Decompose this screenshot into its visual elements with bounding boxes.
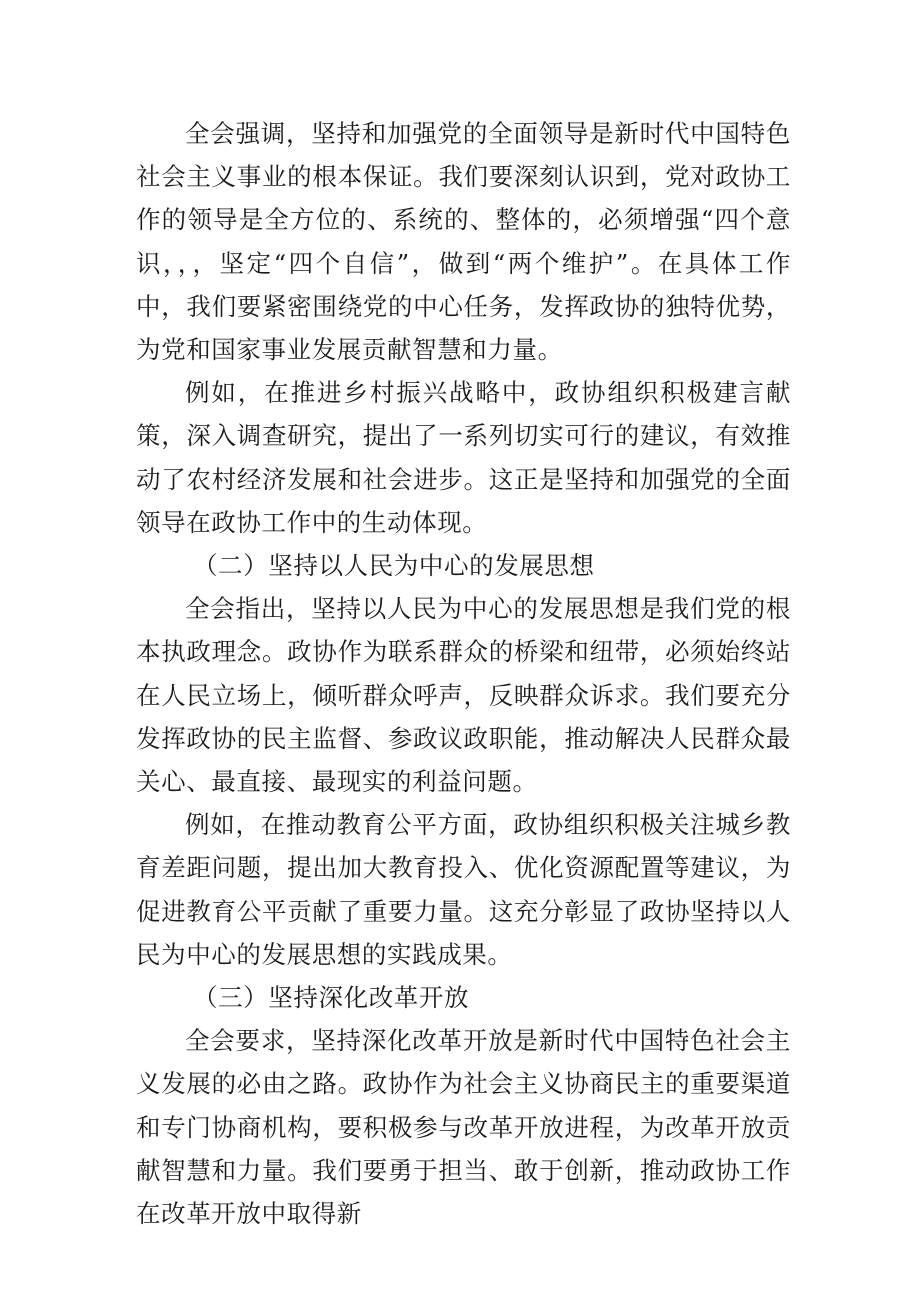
paragraph-people-centered: 全会指出，坚持以人民为中心的发展思想是我们党的根本执政理念。政协作为联系群众的桥梁和纽带，必须始终站在人民立场上，倾听群众呼声，反映群众诉求。我们要充分发挥政协的民主监督、参政议政职能，推动解决人民群众最关心、最直接、最现实的利益问题。 — [136, 594, 791, 797]
paragraph-rural-revitalization-example: 例如，在推进乡村振兴战略中，政协组织积极建言献策，深入调查研究，提出了一系列切实可行的建议，有效推动了农村经济发展和社会进步。这正是坚持和加强党的全面领导在政协工作中的生动体现。 — [136, 378, 791, 537]
paragraph-reform-opening: 全会要求，坚持深化改革开放是新时代中国特色社会主义发展的必由之路。政协作为社会主义协商民主的重要渠道和专门协商机构，要积极参与改革开放进程，为改革开放贡献智慧和力量。我们要勇于担当、敢于创新，推动政协工作在改革开放中取得新 — [136, 1026, 791, 1229]
paragraph-education-equity-example: 例如，在推动教育公平方面，政协组织积极关注城乡教育差距问题，提出加大教育投入、优化资源配置等建议，为促进教育公平贡献了重要力量。这充分彰显了政协坚持以人民为中心的发展思想的实践成果。 — [136, 810, 791, 969]
section-heading-reform-opening: （三）坚持深化改革开放 — [193, 983, 470, 1013]
section-heading-people-centered: （二）坚持以人民为中心的发展思想 — [193, 551, 595, 581]
paragraph-leadership: 全会强调，坚持和加强党的全面领导是新时代中国特色社会主义事业的根本保证。我们要深刻认识到，党对政协工作的领导是全方位的、系统的、整体的，必须增强“四个意识，，，坚定“四个自信”，做到“两个维护”。在具体工作中，我们要紧密围绕党的中心任务，发挥政协的独特优势，为党和国家事业发展贡献智慧和力量。 — [136, 119, 791, 365]
document-body — [136, 112, 791, 1235]
